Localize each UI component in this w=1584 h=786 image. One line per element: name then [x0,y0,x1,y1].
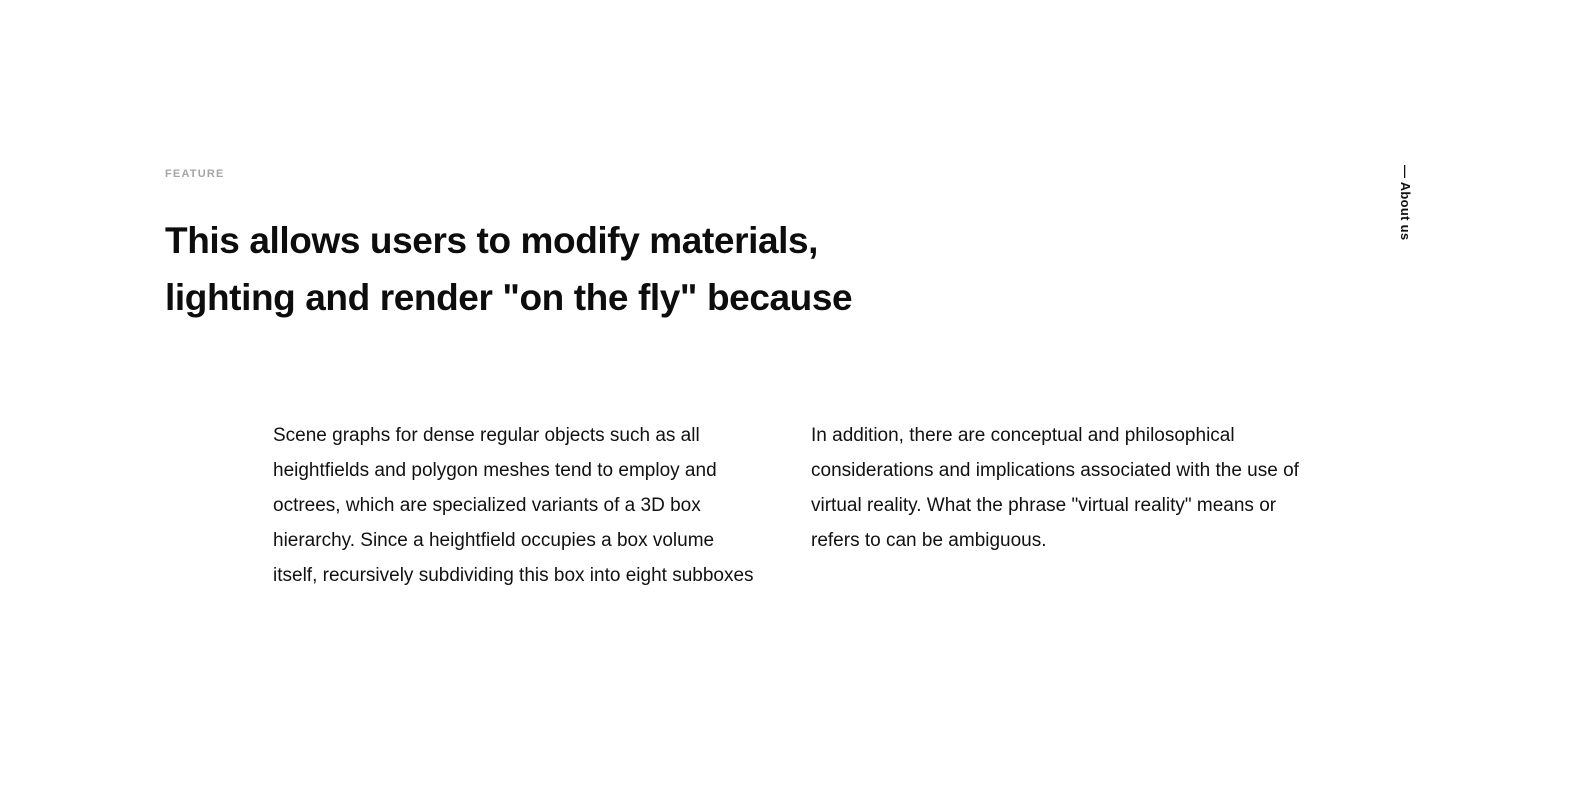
body-column-left: Scene graphs for dense regular objects such as all heightfields and polygon meshes tend to employ and octrees, which are specialized variants of a 3D box hierarchy. Since a heightfield occupies a box volume itself, recursively subdividing this box into eight subboxes [273,425,754,586]
feature-eyebrow: FEATURE [165,168,225,180]
about-us-side-link[interactable]: — About us [1398,165,1413,241]
body-column-right: In addition, there are conceptual and philosophical considerations and implications associated with the use of virtual reality. What the phrase "virtual reality" means or refers to can be ambiguous. [811,425,1299,551]
feature-headline: This allows users to modify materials, lighting and render "on the fly" because [165,220,853,318]
